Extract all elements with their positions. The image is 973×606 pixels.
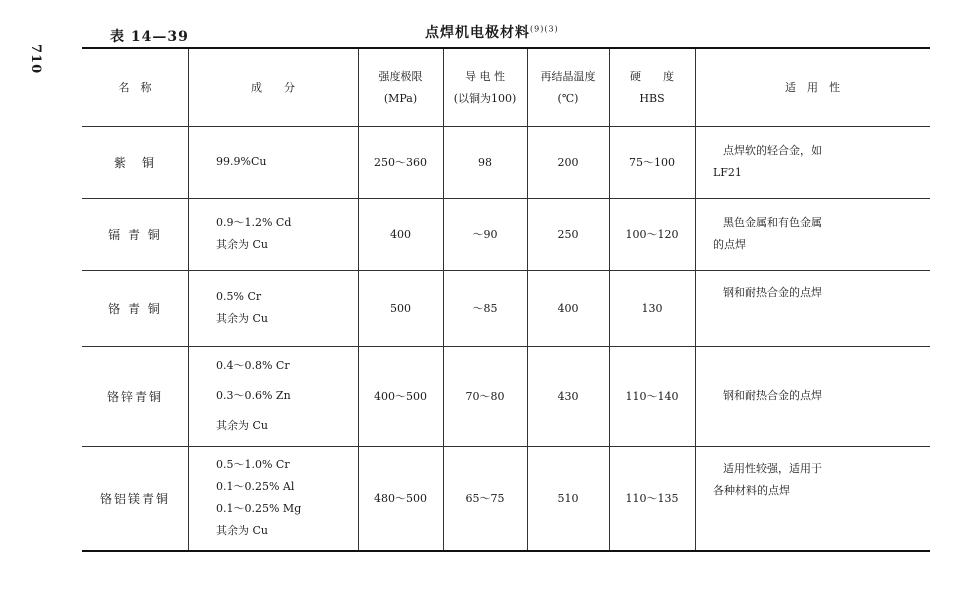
table-row <box>82 198 930 270</box>
strength-cell: 480～500 <box>374 492 427 505</box>
conductivity-cell: ～90 <box>472 228 498 241</box>
table-row <box>82 126 930 198</box>
material-name: 铬 青 铜 <box>108 301 162 316</box>
hardness-cell: 75～100 <box>629 156 675 169</box>
composition-cell: 0.9～1.2% Cd 其余为 Cu <box>216 216 292 251</box>
hardness-cell: 110～140 <box>625 390 679 403</box>
header-composition: 成 分 <box>251 80 295 94</box>
composition-cell: 0.5% Cr 其余为 Cu <box>216 290 268 325</box>
recrystallization-cell: 510 <box>557 491 579 505</box>
page-number: 710 <box>28 44 43 75</box>
recrystallization-cell: 200 <box>557 155 579 169</box>
material-name: 铬铝镁青铜 <box>99 491 170 506</box>
table-label: 表 14—39 <box>110 29 189 45</box>
recrystallization-cell: 400 <box>557 301 579 315</box>
strength-cell: 500 <box>390 301 411 315</box>
table-row <box>82 346 930 446</box>
strength-cell: 400 <box>390 227 411 241</box>
hardness-cell: 110～135 <box>625 492 679 505</box>
material-name: 铬锌青铜 <box>106 389 163 404</box>
header-strength: 强度极限 (MPa) <box>378 69 423 105</box>
strength-cell: 400～500 <box>374 390 427 403</box>
applicability-cell: 点焊软的轻合金，如 LF21 <box>713 144 822 179</box>
table-row <box>82 446 930 550</box>
hardness-cell: 130 <box>641 301 663 315</box>
header-row <box>82 49 930 126</box>
material-name: 镉 青 铜 <box>108 227 162 242</box>
conductivity-cell: 70～80 <box>465 390 505 403</box>
composition-cell: 0.5～1.0% Cr 0.1～0.25% Al 0.1～0.25% Mg 其余为 Cu <box>216 458 302 537</box>
conductivity-cell: ～85 <box>472 302 498 315</box>
applicability-cell: 钢和耐热合金的点焊 <box>723 286 822 299</box>
conductivity-cell: 65～75 <box>465 492 505 505</box>
table-title-refs: (9)(3) <box>530 24 559 34</box>
table-title-text: 点焊机电极材料 <box>425 25 530 41</box>
electrode-materials-table <box>82 49 930 550</box>
hardness-cell: 100～120 <box>625 228 679 241</box>
table-title <box>425 22 559 42</box>
recrystallization-cell: 250 <box>557 227 579 241</box>
conductivity-cell: 98 <box>478 155 492 169</box>
header-recrystallization: 再结晶温度 (℃) <box>540 69 596 105</box>
composition-cell: 0.4～0.8% Cr 0.3～0.6% Zn 其余为 Cu <box>216 359 291 432</box>
applicability-cell: 黑色金属和有色金属 的点焊 <box>713 216 822 251</box>
recrystallization-cell: 430 <box>557 389 579 403</box>
applicability-cell: 适用性较强，适用于 各种材料的点焊 <box>713 462 822 497</box>
composition-cell: 99.9%Cu <box>216 155 267 168</box>
strength-cell: 250～360 <box>374 156 427 169</box>
applicability-cell: 钢和耐热合金的点焊 <box>723 389 822 402</box>
table-bottom-rule <box>82 550 930 552</box>
header-name: 名 称 <box>118 80 152 94</box>
header-conductivity: 导 电 性 (以铜为100) <box>453 69 517 105</box>
table-row <box>82 270 930 346</box>
header-applicability: 适 用 性 <box>785 80 840 94</box>
material-name: 紫 铜 <box>113 155 156 170</box>
header-hardness: 硬 度 HBS <box>630 69 674 105</box>
